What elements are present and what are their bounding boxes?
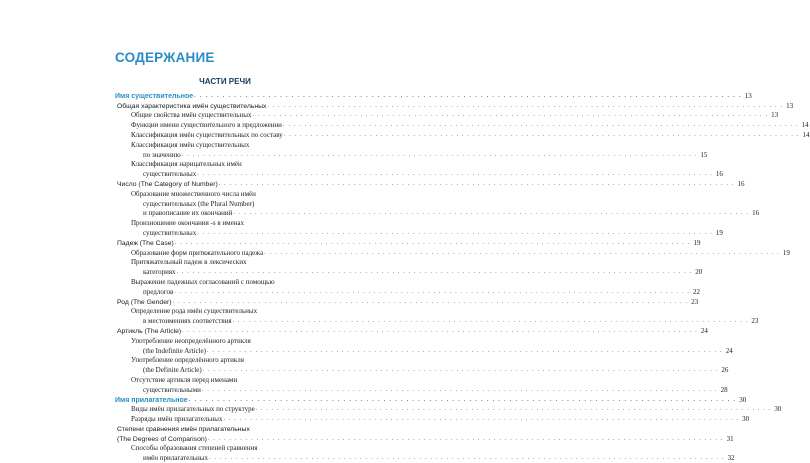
dot-leader: [197, 170, 713, 179]
toc-entry[interactable]: [115, 209, 760, 219]
toc-entry-label: Определение рода имён существительных: [131, 307, 258, 316]
toc-entry[interactable]: [115, 385, 728, 395]
toc-entry-label: Степени сравнения имён прилагательных: [117, 425, 250, 433]
toc-entry-page: 14: [801, 121, 809, 130]
toc-entry-label: (The Degrees of Comparison): [117, 435, 207, 443]
toc-entry[interactable]: [115, 101, 794, 111]
dot-leader: [233, 317, 749, 326]
toc-entry-page: 16: [737, 179, 745, 188]
toc-entry-page: 19: [782, 248, 790, 257]
page-title: СОДЕРЖАНИЕ: [115, 50, 215, 65]
dot-leader: [182, 151, 698, 160]
dot-leader: [197, 229, 713, 238]
toc-entry-page: 31: [726, 434, 734, 443]
dot-leader: [202, 386, 718, 395]
toc-entry-page: 24: [700, 326, 708, 335]
toc-entry-page: 23: [751, 317, 759, 326]
toc-entry[interactable]: [115, 160, 328, 170]
dot-leader: [174, 288, 690, 297]
toc-entry-label: Классификация нарицательных имён: [131, 160, 242, 169]
toc-entry-page: 16: [752, 209, 760, 218]
toc-entry-page: 22: [693, 287, 701, 296]
dot-leader: [177, 268, 693, 277]
toc-entry-label: (the Indefinite Article): [143, 346, 206, 355]
toc-entry-page: 32: [727, 454, 735, 463]
toc-entry[interactable]: [115, 169, 723, 179]
toc-entry-label: (the Definite Article): [143, 366, 202, 375]
toc-entry-label: Употребление неопределённого артикля: [131, 336, 251, 345]
toc-entry[interactable]: [115, 356, 328, 366]
toc-entry-label: предлогов: [143, 287, 174, 296]
toc-entry[interactable]: [115, 453, 735, 463]
toc-entry[interactable]: [115, 414, 750, 424]
toc-entry-label: Общая характеристика имён существительных: [117, 102, 267, 110]
toc-entry-page: 13: [786, 101, 794, 110]
toc-entry[interactable]: [115, 395, 747, 405]
toc-entry[interactable]: [115, 346, 733, 356]
toc-entry-label: в местоимениях соответствия: [143, 317, 232, 326]
toc-entry[interactable]: [115, 228, 723, 238]
toc-entry-label: Общие свойства имён существительных: [131, 111, 252, 120]
dot-leader: [209, 454, 725, 463]
toc-entry-page: 13: [744, 91, 752, 100]
toc-entry-page: 28: [720, 385, 728, 394]
toc-entry[interactable]: [115, 248, 790, 258]
dot-leader: [182, 327, 698, 336]
toc-entry-label: Виды имён прилагательных по структуре: [131, 405, 255, 414]
toc-entry[interactable]: [115, 375, 328, 385]
toc-entry-page: 16: [715, 170, 723, 179]
toc-entry[interactable]: [115, 405, 782, 415]
toc-entry[interactable]: [115, 189, 328, 199]
toc-entry[interactable]: [115, 91, 752, 101]
toc-entry-label: Образование множественного числа имён: [131, 189, 256, 198]
toc-entry[interactable]: [115, 150, 708, 160]
toc-entry[interactable]: [115, 179, 745, 189]
toc-entry-label: Образование форм притяжательного падежа: [131, 248, 264, 257]
toc-entry-label: Род (The Gender): [117, 298, 172, 306]
toc-entry-label: Употребление определённого артикля: [131, 356, 244, 365]
toc-entry-page: 20: [695, 268, 703, 277]
toc-entry-label: Отсутствие артикля перед именами: [131, 375, 238, 384]
dot-leader: [208, 435, 724, 444]
toc-entry-page: 14: [802, 130, 810, 139]
toc-entry[interactable]: [115, 336, 328, 346]
toc-entry-label: Имя существительное: [115, 92, 194, 100]
toc-entry-label: Классификация имён существительных: [131, 140, 250, 149]
toc-entry[interactable]: [115, 120, 809, 130]
toc-entry-label: существительных: [143, 170, 197, 179]
toc-entry-page: 30: [739, 395, 747, 404]
dot-leader: [189, 396, 737, 405]
toc-entry-page: 15: [700, 150, 708, 159]
toc-entry-label: Произношение окончания -s в именах: [131, 219, 245, 228]
toc-entry-page: 19: [715, 228, 723, 237]
toc-entry-label: Функции имени существительного в предложении: [131, 121, 282, 130]
dot-leader: [256, 405, 772, 414]
toc-entry[interactable]: [115, 218, 328, 228]
toc-entry[interactable]: [115, 365, 729, 375]
toc-entry[interactable]: [115, 140, 328, 150]
toc-entry-label: по значению: [143, 150, 181, 159]
dot-leader: [219, 180, 735, 189]
toc-entry[interactable]: [115, 434, 734, 444]
dot-leader: [233, 209, 749, 218]
dot-leader: [194, 92, 742, 101]
toc-entry-label: существительными: [143, 385, 201, 394]
toc-entry[interactable]: [115, 326, 708, 336]
table-of-contents: [115, 91, 810, 463]
dot-leader: [173, 298, 689, 307]
toc-entry-label: имён прилагательных: [143, 454, 208, 463]
dot-leader: [203, 366, 719, 375]
dot-leader: [207, 347, 723, 356]
toc-entry-label: Выражение падежных согласований с помощью: [131, 277, 275, 286]
toc-entry[interactable]: [115, 297, 699, 307]
toc-entry-label: Притяжательный падеж в лексических: [131, 258, 247, 267]
toc-entry-page: 23: [691, 297, 699, 306]
dot-leader: [175, 239, 691, 248]
toc-entry-label: категориях: [143, 268, 176, 277]
toc-entry[interactable]: [115, 238, 701, 248]
toc-entry[interactable]: [115, 199, 328, 209]
toc-entry[interactable]: [115, 111, 779, 121]
toc-entry[interactable]: [115, 130, 810, 140]
toc-entry-label: Имя прилагательное: [115, 396, 188, 404]
toc-entry-page: 24: [725, 346, 733, 355]
toc-entry[interactable]: [115, 287, 701, 297]
toc-entry-page: 26: [721, 366, 729, 375]
toc-entry[interactable]: [115, 316, 759, 326]
toc-entry[interactable]: [115, 444, 328, 454]
toc-entry-label: Артикль (The Article): [117, 327, 182, 335]
toc-entry-label: и правописание их окончаний: [143, 209, 233, 218]
toc-entry-label: Падеж (The Case): [117, 239, 174, 247]
dot-leader: [284, 131, 800, 140]
toc-entry[interactable]: [115, 258, 328, 268]
toc-entry-label: Классификация имён существительных по составу: [131, 130, 283, 139]
toc-entry-label: существительных: [143, 228, 197, 237]
toc-entry[interactable]: [115, 277, 328, 287]
toc-entry-label: Способы образования степеней сравнения: [131, 444, 258, 453]
dot-leader: [252, 111, 768, 120]
toc-entry-label: Число (The Category of Number): [117, 180, 218, 188]
toc-entry[interactable]: [115, 307, 328, 317]
toc-entry-page: 13: [771, 111, 779, 120]
toc-entry-label: Разряды имён прилагательных: [131, 415, 223, 424]
dot-leader: [283, 121, 799, 130]
toc-entry-page: 30: [742, 415, 750, 424]
section-heading: ЧАСТИ РЕЧИ: [199, 77, 251, 86]
toc-entry[interactable]: [115, 267, 703, 277]
toc-entry-page: 30: [774, 405, 782, 414]
toc-entry[interactable]: [115, 424, 328, 434]
toc-entry-page: 19: [693, 238, 701, 247]
dot-leader: [267, 102, 783, 111]
dot-leader: [264, 249, 780, 258]
dot-leader: [223, 415, 739, 424]
toc-entry-label: существительных (the Plural Number): [143, 199, 255, 208]
